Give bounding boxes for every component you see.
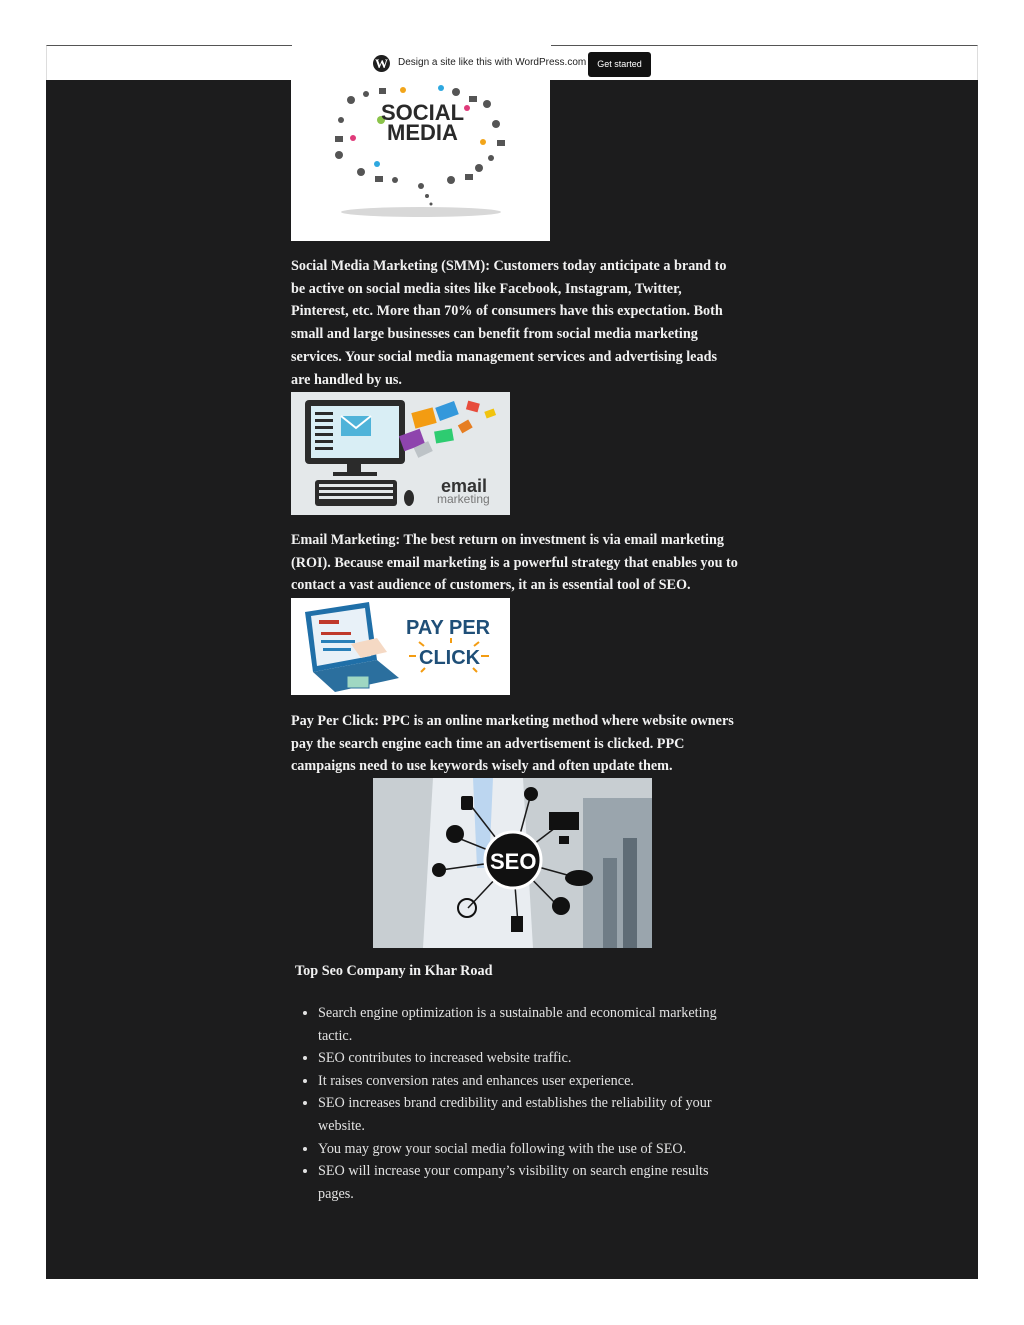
- wordpress-banner: [46, 45, 978, 80]
- list-item: • SEO will increase your company’s visibility on search engine results pages.: [318, 1160, 738, 1205]
- phone-icon: [511, 916, 523, 932]
- target-icon: [552, 897, 570, 915]
- seo-benefits-list: [305, 1002, 738, 1205]
- speech-bubble-icon: [291, 80, 550, 241]
- list-item: • You may grow your social media following with the use of SEO.: [318, 1138, 738, 1161]
- email-paragraph: Email Marketing: The best return on investment is via email marketing (ROI). Because email marketing is a powerful strategy that enables you to contact a vast audience of customers, it an is essential tool of SEO.: [291, 532, 738, 594]
- lock-icon: [461, 796, 473, 810]
- email-word: email: [441, 476, 488, 496]
- ppc-paragraph: Pay Per Click: PPC is an online marketing method where website owners pay the search engine each time an advertisement is clicked. PPC campaigns need to use keywords wisely and often update them.: [291, 713, 734, 775]
- list-item: • Search engine optimization is a sustainable and economical marketing tactic.: [318, 1002, 738, 1047]
- email-marketing-image: [291, 392, 510, 515]
- mail-icon: [559, 836, 569, 844]
- list-item: • It raises conversion rates and enhances user experience.: [318, 1070, 738, 1093]
- pie-chart-icon: [446, 825, 464, 843]
- banner-gap: [292, 44, 551, 48]
- seo-heading: Top Seo Company in Khar Road: [295, 963, 493, 979]
- laptop-icon: [291, 598, 510, 695]
- banner-text[interactable]: Design a site like this with WordPress.com: [398, 57, 587, 68]
- pay-per-word: PAY PER: [406, 617, 491, 639]
- list-item: • SEO contributes to increased website traffic.: [318, 1047, 738, 1070]
- cloud-icon: [565, 870, 593, 886]
- lightbulb-icon: [432, 863, 446, 877]
- social-media-image: [291, 80, 550, 241]
- globe-icon: [524, 787, 538, 801]
- wordpress-logo-icon[interactable]: W: [375, 56, 388, 71]
- list-item: • SEO increases brand credibility and establishes the reliability of your website.: [318, 1092, 738, 1137]
- bar-chart-icon: [549, 812, 579, 830]
- marketing-word: marketing: [437, 492, 490, 506]
- smm-paragraph: Social Media Marketing (SMM): Customers today anticipate a brand to be active on social media sites like Facebook, Instagram, Twitter, Pinterest, etc. More than 70% of consumers have this expectation. Both small and large businesses can benefit from social media marketing services. Your social media management services and advertising leads are handled by us.: [291, 258, 727, 388]
- click-word: CLICK: [419, 647, 481, 669]
- seo-network-icon: [373, 778, 652, 948]
- mouse-icon: [404, 490, 414, 506]
- pay-per-click-image: [291, 598, 510, 695]
- social-word: SOCIAL: [381, 100, 465, 125]
- seo-image: [373, 778, 652, 948]
- media-word: MEDIA: [387, 120, 458, 145]
- seo-word: SEO: [490, 849, 537, 874]
- get-started-button[interactable]: Get started: [588, 52, 651, 77]
- computer-icon: [291, 392, 510, 515]
